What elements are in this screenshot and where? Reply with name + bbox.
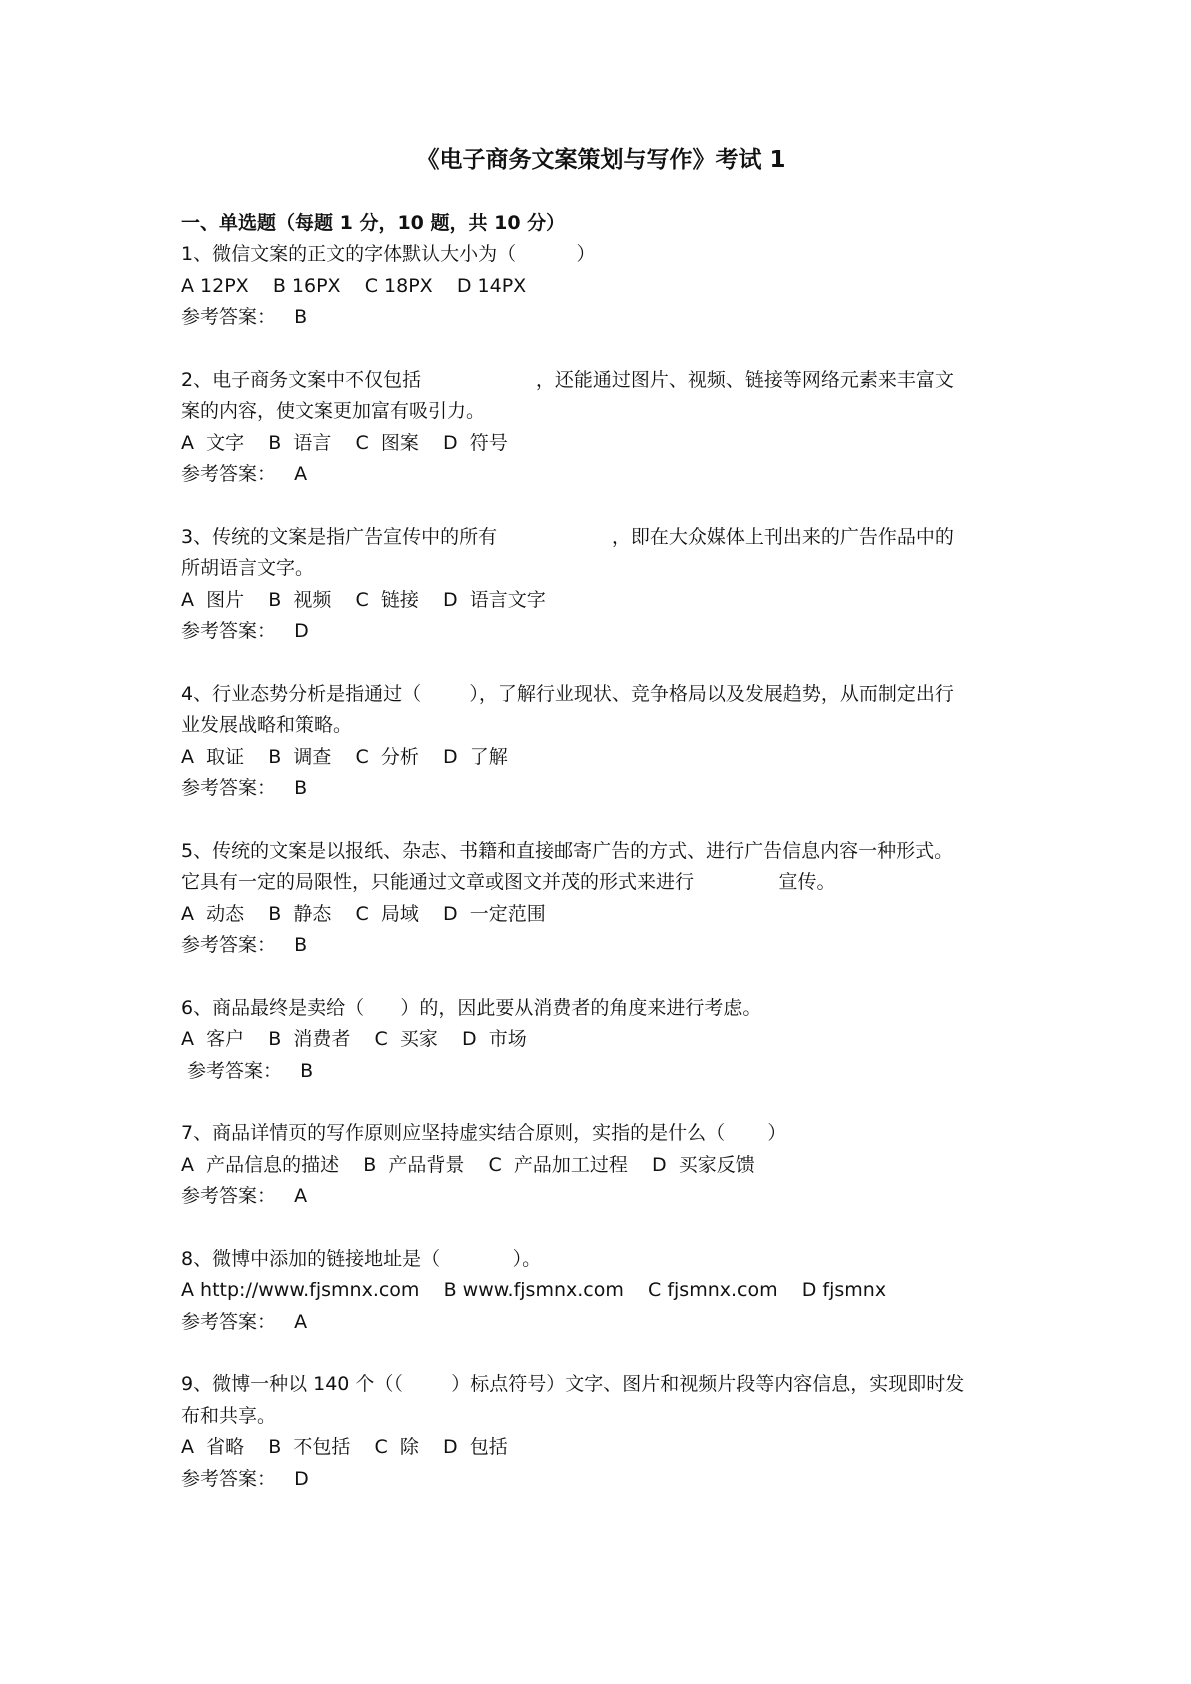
question-8 — [181, 1244, 1021, 1339]
question-options: A 12PX B 16PX C 18PX D 14PX — [181, 274, 527, 297]
question-text-continued: 案的内容，使文案更加富有吸引力。 — [181, 400, 486, 422]
question-text: 2、电子商务文案中不仅包括 ，还能通过图片、视频、链接等网络元素来丰富文 — [181, 368, 954, 391]
reference-answer: 参考答案： A — [181, 1185, 308, 1207]
question-text: 3、传统的文案是指广告宣传中的所有 ，即在大众媒体上刊出来的广告作品中的 — [181, 525, 954, 548]
question-5 — [181, 836, 1021, 962]
question-options: A 文字 B 语言 C 图案 D 符号 — [181, 431, 508, 454]
question-text: 8、微博中添加的链接地址是（ ）。 — [181, 1247, 542, 1270]
question-9 — [181, 1369, 1021, 1495]
question-text: 6、商品最终是卖给（ ）的，因此要从消费者的角度来进行考虑。 — [181, 996, 762, 1019]
question-text-continued: 布和共享。 — [181, 1404, 277, 1427]
question-text: 7、商品详情页的写作原则应坚持虚实结合原则，实指的是什么（ ） — [181, 1122, 787, 1144]
reference-answer: 参考答案： D — [181, 620, 309, 642]
question-options: A 动态 B 静态 C 局域 D 一定范围 — [181, 902, 546, 925]
question-options: A 省略 B 不包括 C 除 D 包括 — [181, 1436, 508, 1458]
question-options: A 取证 B 调查 C 分析 D 了解 — [181, 745, 508, 768]
question-options: A 客户 B 消费者 C 买家 D 市场 — [181, 1028, 527, 1050]
section-heading: 一、单选题（每题 1 分，10 题，共 10 分） — [181, 212, 566, 234]
reference-answer: 参考答案： B — [181, 1059, 314, 1082]
question-options: A http://www.fjsmnx.com B www.fjsmnx.com C fjsmnx.com D fjsmnx — [181, 1279, 887, 1301]
question-list — [181, 239, 1021, 1526]
document-title: 《电子商务文案策划与写作》考试 1 — [416, 147, 786, 173]
question-text: 5、传统的文案是以报纸、杂志、书籍和直接邮寄广告的方式、进行广告信息内容一种形式。 — [181, 839, 954, 862]
question-1 — [181, 239, 1021, 334]
question-text-continued: 业发展战略和策略。 — [181, 714, 353, 736]
question-options: A 产品信息的描述 B 产品背景 C 产品加工过程 D 买家反馈 — [181, 1153, 755, 1176]
reference-answer: 参考答案： A — [181, 463, 308, 485]
question-4 — [181, 679, 1021, 805]
question-text-continued: 所胡语言文字。 — [181, 557, 315, 579]
question-text: 1、微信文案的正文的字体默认大小为（ ） — [181, 243, 596, 265]
reference-answer: 参考答案： B — [181, 306, 308, 328]
exam-page — [181, 0, 1021, 1684]
reference-answer: 参考答案： B — [181, 777, 308, 799]
question-text: 4、行业态势分析是指通过（ ），了解行业现状、竞争格局以及发展趋势，从而制定出行 — [181, 682, 954, 705]
reference-answer: 参考答案： D — [181, 1467, 309, 1490]
question-text: 9、微博一种以 140 个（（ ）标点符号）文字、图片和视频片段等内容信息，实现即时发 — [181, 1373, 965, 1395]
question-text-continued: 它具有一定的局限性，只能通过文章或图文并茂的形式来进行 宣传。 — [181, 871, 836, 893]
question-7 — [181, 1118, 1021, 1213]
reference-answer: 参考答案： B — [181, 934, 308, 956]
question-options: A 图片 B 视频 C 链接 D 语言文字 — [181, 588, 546, 611]
question-6 — [181, 993, 1021, 1088]
question-3 — [181, 522, 1021, 648]
reference-answer: 参考答案： A — [181, 1310, 308, 1333]
question-2 — [181, 365, 1021, 491]
